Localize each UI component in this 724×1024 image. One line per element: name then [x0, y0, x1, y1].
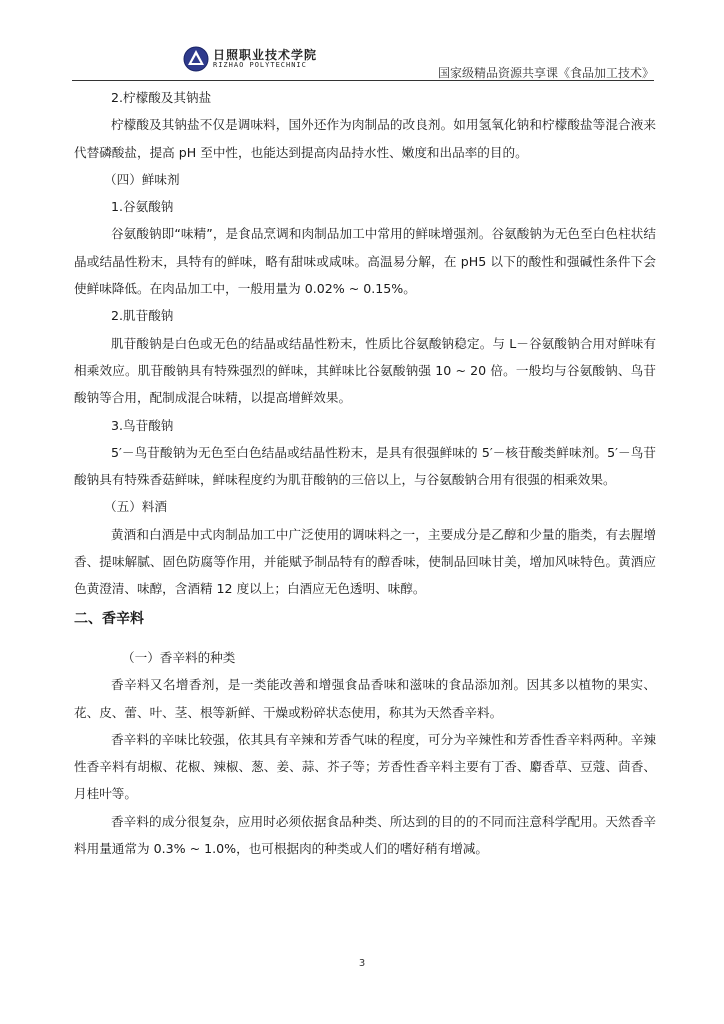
school-name: 日照职业技术学院 [213, 48, 318, 62]
header-divider [72, 80, 654, 81]
paragraph-spice-definition: 香辛料又名增香剂，是一类能改善和增强食品香味和滋味的食品添加剂。因其多以植物的果实、花、皮、蕾、叶、茎、根等新鲜、干燥或粉碎状态使用，称其为天然香辛料。 [74, 677, 656, 720]
chapter-heading-spices: 二、香辛料 [74, 610, 144, 627]
section-heading-umami: （四）鲜味剂 [104, 171, 180, 187]
paragraph-spice-usage: 香辛料的成分很复杂，应用时必须依据食品种类、所达到的目的的不同而注意科学配用。天然香辛料用量通常为 0.3% ~ 1.0%，也可根据肉的种类或人们的嗜好稍有增减。 [74, 813, 656, 857]
section-heading-spice-types: （一）香辛料的种类 [122, 649, 236, 665]
school-name-en: RIZHAO POLYTECHNIC [213, 61, 307, 69]
paragraph-citric-acid: 柠檬酸及其钠盐不仅是调味料，国外还作为肉制品的改良剂。如用氢氧化钠和柠檬酸盐等混合液来代替磷酸盐，提高 pH 至中性，也能达到提高肉品持水性、嫩度和出品率的目的。 [74, 117, 656, 160]
subheading-imp: 2.肌苷酸钠 [111, 308, 174, 324]
paragraph-imp: 肌苷酸钠是白色或无色的结晶或结晶性粉末，性质比谷氨酸钠稳定。与 L－谷氨酸钠合用对鲜味有相乘效应。肌苷酸钠具有特殊强烈的鲜味，其鲜味比谷氨酸钠强 10 ~ 20 倍。一般均与谷氨酸钠、鸟苷酸钠等合用，配制成混合味精，以提高增鲜效果。 [74, 335, 656, 406]
subheading-msg: 1.谷氨酸钠 [111, 199, 174, 215]
paragraph-wine: 黄酒和白酒是中式肉制品加工中广泛使用的调味料之一，主要成分是乙醇和少量的脂类，有去腥增香、提味解腻、固色防腐等作用，并能赋予制品特有的醇香味，使制品回味甘美，增加风味特色。黄酒应色黄澄清、味醇，含酒精 12 度以上；白酒应无色透明、味醇。 [74, 526, 656, 597]
subheading-gmp: 3.鸟苷酸钠 [111, 417, 174, 433]
paragraph-spice-classes: 香辛料的辛味比较强，依其具有辛辣和芳香气味的程度，可分为辛辣性和芳香性香辛料两种。辛辣性香辛料有胡椒、花椒、辣椒、葱、姜、蒜、芥子等；芳香性香辛料主要有丁香、麝香草、豆蔻、茴香、月桂叶等。 [74, 731, 656, 802]
school-emblem-icon [183, 46, 209, 72]
section-heading-wine: （五）料酒 [104, 499, 167, 515]
paragraph-gmp: 5′－鸟苷酸钠为无色至白色结晶或结晶性粉末，是具有很强鲜味的 5′－核苷酸类鲜味剂。5′－鸟苷酸钠具有特殊香菇鲜味，鲜味程度约为肌苷酸钠的三倍以上，与谷氨酸钠合用有很强的相乘效果。 [74, 444, 656, 488]
subheading-citric-acid: 2.柠檬酸及其钠盐 [111, 90, 212, 105]
page-number: 3 [358, 958, 366, 969]
course-title: 国家级精品资源共享课《食品加工技术》 [437, 66, 654, 80]
school-logo [183, 46, 373, 74]
page-header [0, 0, 724, 90]
document-body [74, 84, 656, 862]
paragraph-msg: 谷氨酸钠即“味精”，是食品烹调和肉制品加工中常用的鲜味增强剂。谷氨酸钠为无色至白色柱状结晶或结晶性粉末，具特有的鲜味，略有甜味或咸味。高温易分解，在 pH5 以下的酸性和强碱性条件下会使鲜味降低。在肉品加工中，一般用量为 0.02% ~ 0.15%。 [74, 226, 656, 297]
